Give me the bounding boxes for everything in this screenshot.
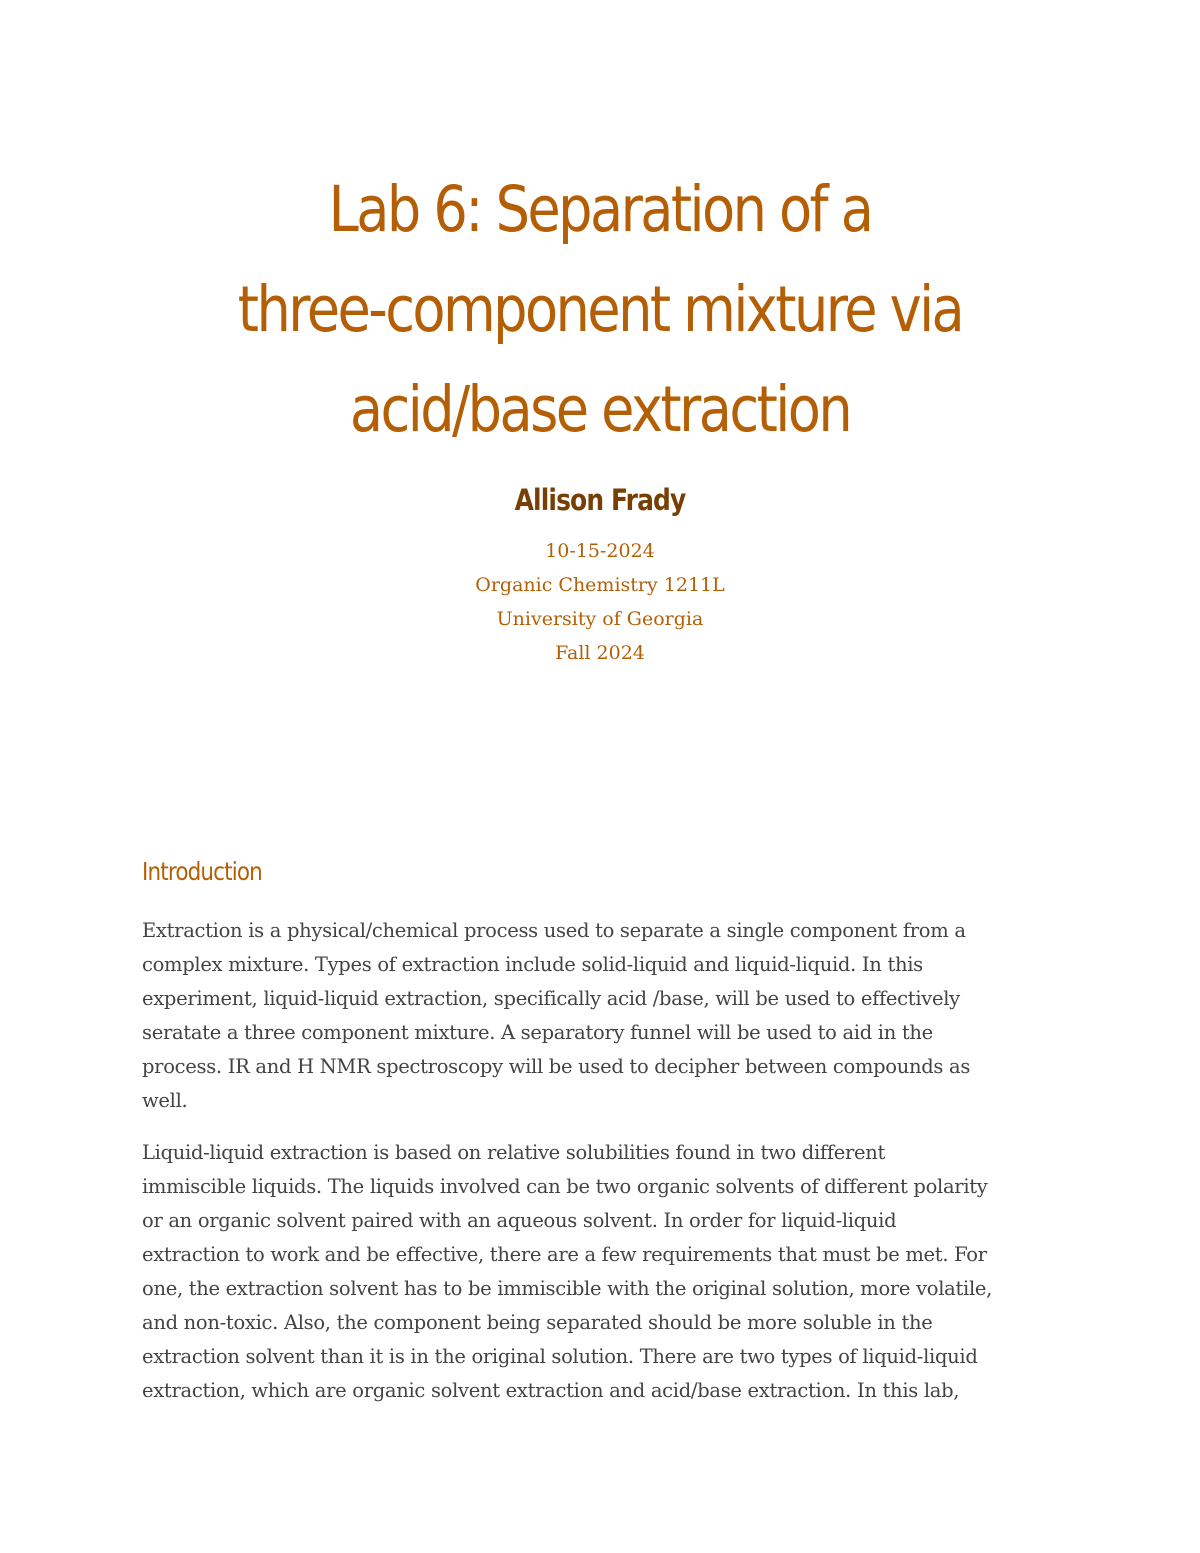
document-title <box>170 160 1030 460</box>
text-line: seratate a three component mixture. A separatory funnel will be used to aid in the <box>142 1021 933 1044</box>
document-meta <box>100 534 1100 670</box>
text-line: Liquid-liquid extraction is based on relative solubilities found in two different <box>142 1141 886 1164</box>
author-name: Allison Frady <box>514 483 686 517</box>
paragraph-2 <box>142 1136 1062 1408</box>
text-line: or an organic solvent paired with an aqueous solvent. In order for liquid-liquid <box>142 1209 897 1232</box>
date: 10-15-2024 <box>545 540 655 562</box>
text-line: one, the extraction solvent has to be immiscible with the original solution, more volatile, <box>142 1277 993 1300</box>
text-line: immiscible liquids. The liquids involved can be two organic solvents of different polarity <box>142 1175 988 1198</box>
text-line: extraction to work and be effective, there are a few requirements that must be met. For <box>142 1243 987 1266</box>
text-line: experiment, liquid-liquid extraction, specifically acid /base, will be used to effectively <box>142 987 960 1010</box>
text-line: process. IR and H NMR spectroscopy will be used to decipher between compounds as <box>142 1055 971 1078</box>
paragraph-1 <box>142 914 1062 1118</box>
institution: University of Georgia <box>496 608 704 630</box>
section-heading-introduction: Introduction <box>142 857 262 886</box>
text-line: complex mixture. Types of extraction include solid-liquid and liquid-liquid. In this <box>142 953 923 976</box>
text-line: Extraction is a physical/chemical process used to separate a single component from a <box>142 919 966 942</box>
title-line: three-component mixture via <box>237 273 963 346</box>
text-line: extraction, which are organic solvent extraction and acid/base extraction. In this lab, <box>142 1379 960 1402</box>
text-line: well. <box>142 1089 188 1112</box>
term: Fall 2024 <box>555 642 645 664</box>
text-line: and non-toxic. Also, the component being separated should be more soluble in the <box>142 1311 933 1334</box>
course: Organic Chemistry 1211L <box>475 574 725 596</box>
title-line: Lab 6: Separation of a <box>328 173 872 246</box>
text-line: extraction solvent than it is in the original solution. There are two types of liquid-liquid <box>142 1345 978 1368</box>
title-line: acid/base extraction <box>349 373 851 446</box>
